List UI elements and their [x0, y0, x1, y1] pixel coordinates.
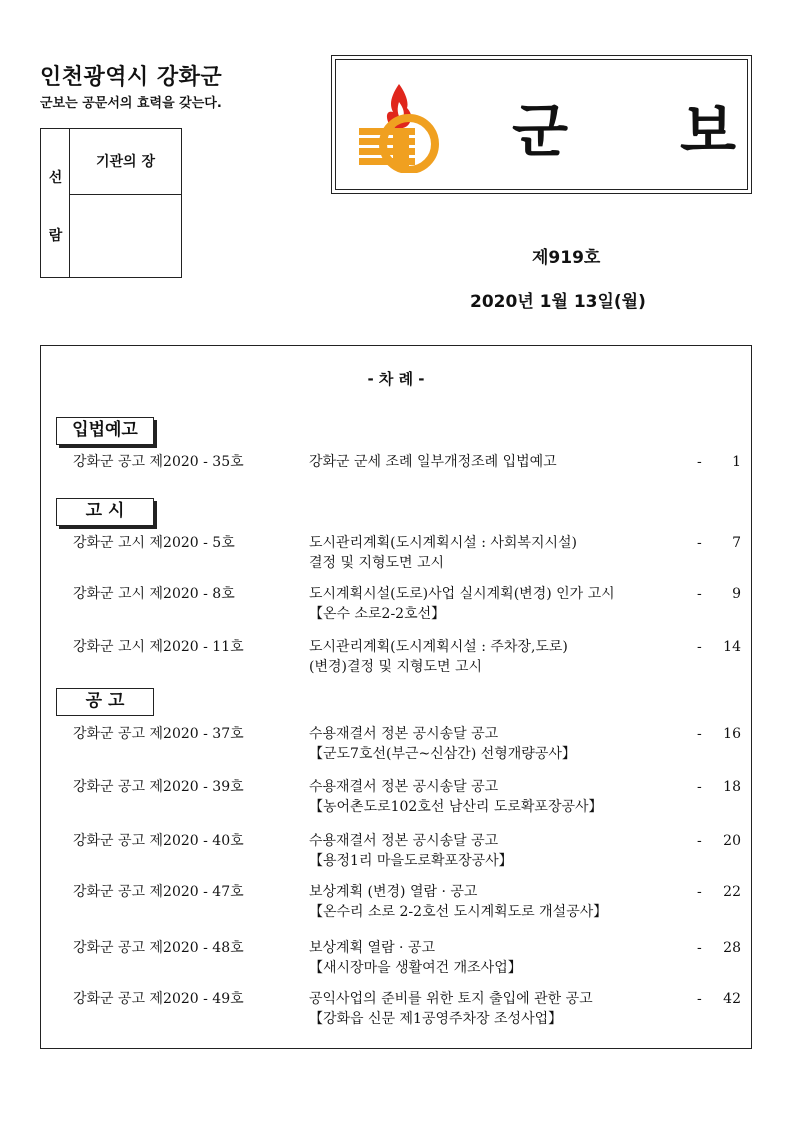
entry-subtitle: 【군도7호선(부근~신삼간) 선형개량공사】 — [309, 746, 576, 762]
entry-ref: 강화군 공고 제2020 - 39호 — [73, 779, 244, 795]
entry-page: 16 — [723, 726, 741, 742]
subtitle: 군보는 공문서의 효력을 갖는다. — [40, 96, 222, 111]
entry-title: 보상계획 (변경) 열람 · 공고 — [309, 884, 478, 900]
review-label-char-2: 람 — [48, 228, 63, 244]
entry-page: 18 — [723, 779, 741, 795]
entry-subtitle: 【용정1리 마을도로확포장공사】 — [309, 853, 513, 869]
entry-page: 22 — [723, 884, 741, 900]
entry-dash: - — [697, 940, 702, 956]
entry-title: 수용재결서 정본 공시송달 공고 — [309, 779, 499, 795]
entry-subtitle: 결정 및 지형도면 고시 — [309, 555, 445, 571]
publication-title — [512, 84, 738, 168]
publication-title-char-2: 보 — [680, 97, 739, 165]
entry-page: 1 — [732, 454, 741, 470]
entry-title: 공익사업의 준비를 위한 토지 출입에 관한 공고 — [309, 991, 593, 1007]
section-label-announcement: 공 고 — [56, 688, 154, 716]
toc-title: - 차 례 - — [367, 370, 425, 388]
entry-page: 7 — [732, 535, 741, 551]
publication-date: 2020년 1월 13일(월) — [470, 292, 646, 312]
entry-dash: - — [697, 884, 702, 900]
section-label-public-notice: 고 시 — [56, 498, 154, 526]
entry-title: 보상계획 열람 · 공고 — [309, 940, 435, 956]
entry-subtitle: 【온수 소로2-2호선】 — [309, 606, 446, 622]
entry-title: 강화군 군세 조례 일부개정조례 입법예고 — [309, 454, 557, 470]
entry-ref: 강화군 공고 제2020 - 40호 — [73, 833, 244, 849]
entry-page: 9 — [732, 586, 741, 602]
gunbo-flame-emblem-icon — [357, 78, 447, 173]
entry-ref: 강화군 공고 제2020 - 49호 — [73, 991, 244, 1007]
entry-dash: - — [697, 991, 702, 1007]
issue-number: 제919호 — [532, 248, 601, 268]
entry-subtitle: 【농어촌도로102호선 남산리 도로확포장공사】 — [309, 799, 603, 815]
entry-subtitle: (변경)결정 및 지형도면 고시 — [309, 659, 483, 675]
review-label-char-1: 선 — [48, 170, 63, 186]
entry-title: 도시계획시설(도로)사업 실시계획(변경) 인가 고시 — [309, 586, 615, 602]
entry-title: 도시관리계획(도시계획시설 : 주차장,도로) — [309, 639, 568, 655]
entry-ref: 강화군 공고 제2020 - 47호 — [73, 884, 244, 900]
entry-subtitle: 【강화읍 신문 제1공영주차장 조성사업】 — [309, 1011, 563, 1027]
review-label-column — [41, 129, 70, 277]
entry-ref: 강화군 고시 제2020 - 8호 — [73, 586, 235, 602]
review-box — [40, 128, 182, 278]
entry-dash: - — [697, 586, 702, 602]
entry-ref: 강화군 고시 제2020 - 11호 — [73, 639, 244, 655]
entry-dash: - — [697, 833, 702, 849]
entry-page: 14 — [723, 639, 741, 655]
entry-subtitle: 【새시장마을 생활여건 개조사업】 — [309, 960, 522, 976]
entry-dash: - — [697, 454, 702, 470]
entry-dash: - — [697, 535, 702, 551]
issuer-title: 인천광역시 강화군 — [40, 65, 223, 90]
publication-title-char-1: 군 — [512, 97, 571, 165]
entry-page: 42 — [723, 991, 741, 1007]
entry-page: 20 — [723, 833, 741, 849]
title-box — [331, 55, 752, 194]
entry-ref: 강화군 공고 제2020 - 35호 — [73, 454, 244, 470]
entry-dash: - — [697, 639, 702, 655]
entry-ref: 강화군 공고 제2020 - 48호 — [73, 940, 244, 956]
entry-title: 수용재결서 정본 공시송달 공고 — [309, 726, 499, 742]
review-header: 기관의 장 — [70, 129, 181, 195]
entry-title: 수용재결서 정본 공시송달 공고 — [309, 833, 499, 849]
section-label-legislative-notice: 입법예고 — [56, 417, 154, 445]
entry-dash: - — [697, 726, 702, 742]
entry-ref: 강화군 고시 제2020 - 5호 — [73, 535, 235, 551]
entry-dash: - — [697, 779, 702, 795]
entry-ref: 강화군 공고 제2020 - 37호 — [73, 726, 244, 742]
entry-title: 도시관리계획(도시계획시설 : 사회복지시설) — [309, 535, 577, 551]
entry-page: 28 — [723, 940, 741, 956]
entry-subtitle: 【온수리 소로 2-2호선 도시계획도로 개설공사】 — [309, 904, 608, 920]
table-of-contents — [40, 345, 752, 1049]
